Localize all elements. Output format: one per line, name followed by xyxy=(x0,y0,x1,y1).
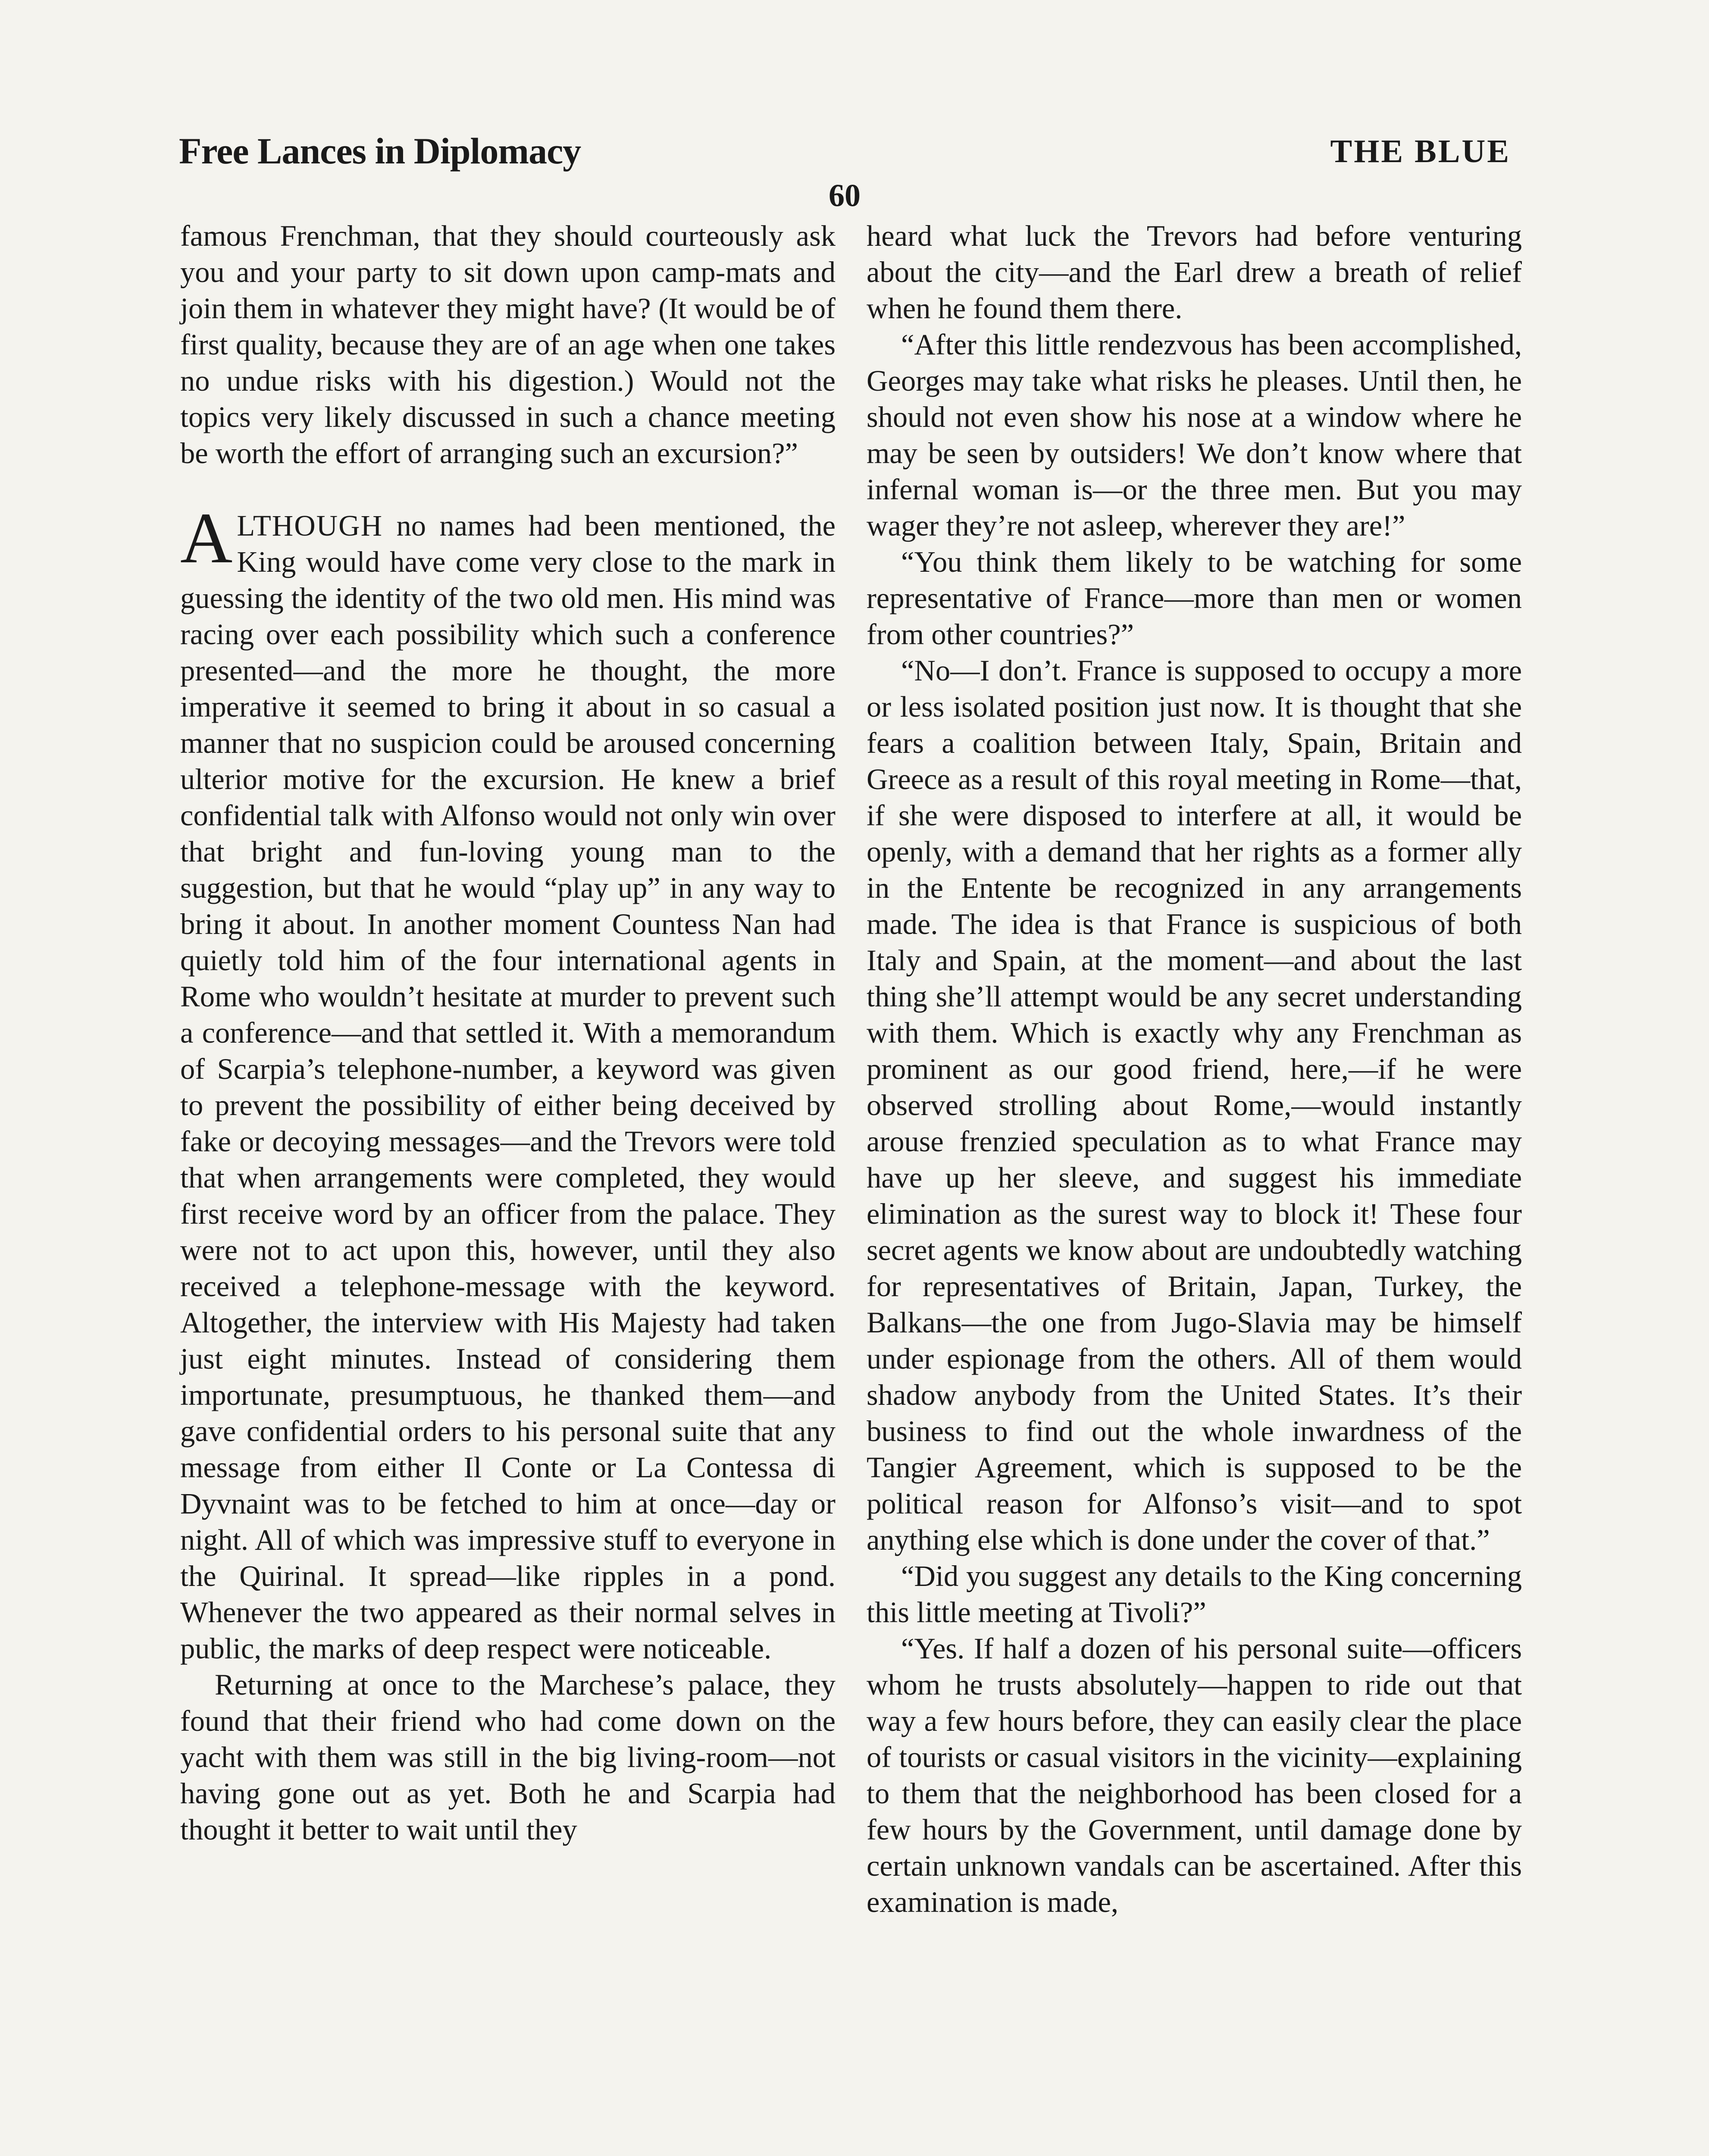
right-column xyxy=(867,218,1522,1920)
paragraph-text: no names had been mentioned, the King would have come very close to the mark in guessing the identity of the two old men. His mind was racing over each possibility which such a conference presented—and the more he thought, the more imperative it seemed to bring it about in so casual a manner that no suspicion could be aroused concerning ulterior motive for the excursion. He knew a brief confidential talk with Alfonso would not only win over that bright and fun-loving young man to the suggestion, but that he would “play up” in any way to bring it about. In another moment Countess Nan had quietly told him of the four international agents in Rome who wouldn’t hesitate at murder to prevent such a conference—and that settled it. With a memorandum of Scarpia’s telephone-number, a keyword was given to prevent the possibility of either being deceived by fake or decoying messages—and the Trevors were told that when arrangements were completed, they would first receive word by an officer from the palace. They were not to act upon this, however, until they also received a telephone-message with the keyword. Altogether, the interview with His Majesty had taken just eight minutes. Instead of considering them importunate, presumptuous, he thanked them—and gave confidential orders to his personal suite that any message from either Il Conte or La Contessa di Dyvnaint was to be fetched to him at once—day or night. All of which was impressive stuff to everyone in the Quirinal. It spread—like ripples in a pond. Whenever the two appeared as their normal selves in public, the marks of deep respect were noticeable. xyxy=(180,509,836,1665)
paragraph: famous Frenchman, that they should courteously ask you and your party to sit down upon camp-mats and join them in whatever they might have? (It would be of first quality, because they are of an age when one takes no undue risks with his digestion.) Would not the topics very likely discussed in such a chance meeting be worth the effort of arranging such an excursion?” xyxy=(180,219,836,470)
paragraph-dropcap xyxy=(180,498,836,1667)
left-column xyxy=(180,218,836,1848)
page-number: 60 xyxy=(829,178,861,213)
magazine-name: THE BLUE xyxy=(1330,133,1511,169)
paragraph: heard what luck the Trevors had before venturing about the city—and the Earl drew a breath of relief when he found them there. xyxy=(867,219,1522,325)
paragraph: “No—I don’t. France is supposed to occupy a more or less isolated position just now. It is thought that she fears a coalition between Italy, Spain, Britain and Greece as a result of this royal meeting in Rome—that, if she were disposed to interfere at all, it would be openly, with a demand that her rights as a former ally in the Entente be recognized in any arrangements made. The idea is that France is suspicious of both Italy and Spain, at the moment—and about the last thing she’ll attempt would be any secret understanding with them. Which is exactly why any Frenchman as prominent as our good friend, here,—if he were observed strolling about Rome,—would instantly arouse frenzied speculation as to what France may have up her sleeve, and suggest his immediate elimination as the surest way to block it! These four secret agents we know about are undoubtedly watching for representatives of Britain, Japan, Turkey, the Balkans—the one from Jugo-Slavia may be himself under espionage from the others. All of them would shadow anybody from the United States. It’s their business to find out the whole inwardness of the Tangier Agreement, which is supposed to be the political reason for Alfonso’s visit—and to spot anything else which is done under the cover of that.” xyxy=(867,654,1522,1556)
page-header xyxy=(179,129,1511,185)
paragraph: “After this little rendezvous has been accomplished, Georges may take what risks he pleases. Until then, he should not even show his nose at a window where he may be seen by outsiders! We don’t know where that infernal woman is—or the three men. But you may wager they’re not asleep, wherever they are!” xyxy=(867,328,1522,542)
story-title: Free Lances in Diplomacy xyxy=(179,130,581,172)
paragraph: Returning at once to the Marchese’s palace, they found that their friend who had come down on the yacht with them was still in the big living-room—not having gone out as yet. Both he and Scarpia had thought it better to wait until they xyxy=(180,1668,836,1846)
paragraph: “You think them likely to be watching for some representative of France—more than men or women from other countries?” xyxy=(867,545,1522,651)
paragraph: “Yes. If half a dozen of his personal suite—officers whom he trusts absolutely—happen to ride out that way a few hours before, they can easily clear the place of tourists or casual visitors in the vicinity—explaining to them that the neighborhood has been closed for a few hours by the Government, until damage done by certain unknown vandals can be ascertained. After this examination is made, xyxy=(867,1632,1522,1918)
drop-cap: A xyxy=(180,498,233,578)
small-caps-lead: LTHOUGH xyxy=(237,509,383,542)
paragraph: “Did you suggest any details to the King concerning this little meeting at Tivoli?” xyxy=(867,1560,1522,1629)
